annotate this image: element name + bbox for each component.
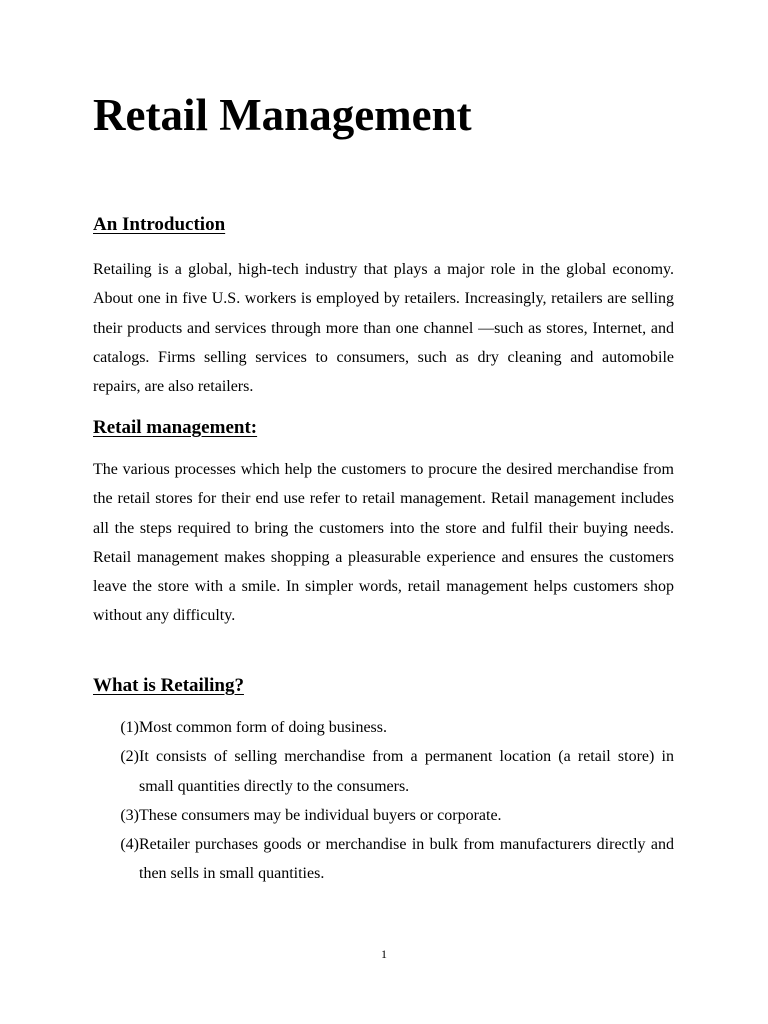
list-item-text: Most common form of doing business. [139, 719, 387, 736]
list-item-number: (2) [120, 748, 139, 766]
list-item-text: Retailer purchases goods or merchandise in bulk from manufacturers directly and then sells in small quantities. [139, 836, 674, 883]
section-heading-retail-management: Retail management: [93, 417, 258, 438]
retailing-list [93, 713, 674, 889]
list-item-number: (4) [120, 836, 139, 854]
page-number: 1 [381, 947, 387, 961]
list-item [93, 713, 674, 742]
retail-management-paragraph: The various processes which help the customers to procure the desired merchandise from the retail stores for their end use refer to retail management. Retail management includes all the steps required to bring the customers into the store and fulfil their buying needs. Retail management makes shopping a pleasurable experience and ensures the customers leave the store with a smile. In simpler words, retail management helps customers shop without any difficulty. [93, 461, 674, 625]
list-item-number: (3) [120, 806, 139, 824]
list-item-number: (1) [120, 719, 139, 736]
introduction-paragraph: Retailing is a global, high-tech industry that plays a major role in the global economy. About one in five U.S. workers is employed by retailers. Increasingly, retailers are selling their products and services through more than one channel —such as stores, Internet, and catalogs. Firms selling services to consumers, such as dry cleaning and automobile repairs, are also retailers. [93, 261, 674, 396]
list-item [93, 830, 674, 889]
section-heading-introduction: An Introduction [93, 214, 226, 235]
list-item-text: These consumers may be individual buyers or corporate. [139, 806, 502, 824]
section-heading-what-is-retailing: What is Retailing? [93, 675, 244, 696]
document-title: Retail Management [93, 90, 472, 140]
list-item [93, 742, 674, 801]
list-item-text: It consists of selling merchandise from a permanent location (a retail store) in small quantities directly to the consumers. [139, 748, 674, 795]
list-item [93, 801, 674, 830]
